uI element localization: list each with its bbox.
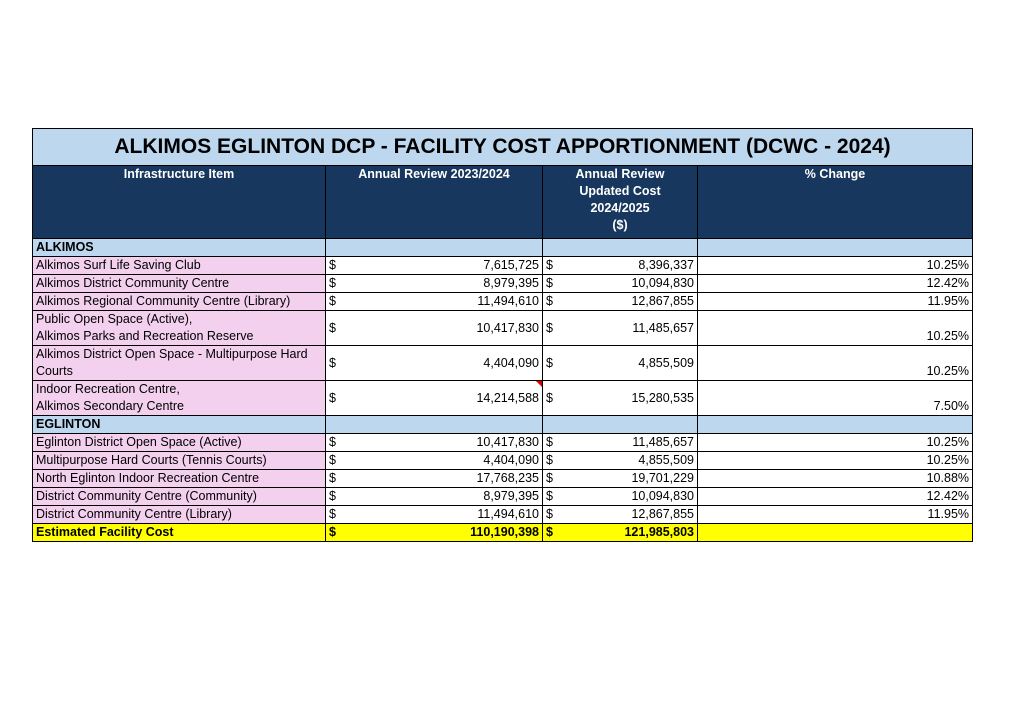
change-cell: 10.25% (698, 346, 973, 381)
item-line: Alkimos Parks and Recreation Reserve (36, 329, 254, 343)
column-header-curr-line: Updated Cost (579, 184, 661, 198)
currency-symbol: $ (329, 390, 336, 405)
amount-cell (543, 452, 698, 470)
table-row (33, 470, 973, 488)
amount-wrap (329, 434, 539, 451)
table-row (33, 311, 973, 346)
amount-wrap (329, 275, 539, 292)
change-cell: 11.95% (698, 506, 973, 524)
section-filler (543, 239, 698, 257)
currency-symbol: $ (329, 294, 336, 308)
change-cell: 7.50% (698, 381, 973, 416)
amount-value: 12,867,855 (631, 294, 694, 308)
amount-cell (326, 293, 543, 311)
currency-symbol: $ (546, 276, 553, 290)
currency-symbol: $ (329, 453, 336, 467)
amount-wrap (546, 320, 694, 337)
amount-value: 11,494,610 (477, 507, 539, 521)
currency-symbol: $ (546, 507, 553, 521)
total-change-cell (698, 524, 973, 542)
amount-value: 4,855,509 (638, 355, 694, 370)
table-row (33, 346, 973, 381)
item-line: Courts (36, 364, 73, 378)
amount-wrap (329, 390, 539, 407)
amount-wrap (329, 506, 539, 523)
item-cell (33, 434, 326, 452)
table-row (33, 293, 973, 311)
sheet-title: ALKIMOS EGLINTON DCP - FACILITY COST APPORTIONMENT (DCWC - 2024) (33, 129, 973, 166)
currency-symbol: $ (546, 489, 553, 503)
section-row (33, 239, 973, 257)
table-row (33, 257, 973, 275)
change-cell: 10.25% (698, 257, 973, 275)
amount-value: 8,979,395 (483, 276, 539, 290)
amount-cell (326, 346, 543, 381)
item-line: Multipurpose Hard Courts (Tennis Courts) (36, 453, 267, 467)
amount-wrap (329, 293, 539, 310)
currency-symbol: $ (329, 471, 336, 485)
item-line: Alkimos District Community Centre (36, 276, 230, 290)
column-header-change: % Change (698, 166, 973, 239)
change-cell: 10.25% (698, 452, 973, 470)
amount-wrap (546, 434, 694, 451)
table-row (33, 452, 973, 470)
amount-value: 14,214,588 (476, 390, 539, 405)
facility-cost-table (32, 128, 973, 542)
change-cell: 12.42% (698, 488, 973, 506)
amount-value: 11,485,657 (632, 320, 694, 335)
currency-symbol: $ (329, 320, 336, 335)
item-line: District Community Centre (Library) (36, 507, 232, 521)
section-filler (543, 416, 698, 434)
amount-cell (543, 488, 698, 506)
column-header-curr (543, 166, 698, 239)
item-line: Alkimos Secondary Centre (36, 399, 184, 413)
currency-symbol: $ (546, 471, 553, 485)
section-filler (326, 416, 543, 434)
currency-symbol: $ (329, 258, 336, 272)
item-cell (33, 275, 326, 293)
item-line: Alkimos Regional Community Centre (Library) (36, 294, 291, 308)
section-filler (698, 416, 973, 434)
amount-value: 110,190,398 (470, 525, 539, 539)
amount-value: 7,615,725 (483, 258, 539, 272)
currency-symbol: $ (329, 489, 336, 503)
currency-symbol: $ (546, 525, 553, 539)
currency-symbol: $ (329, 276, 336, 290)
amount-cell (543, 470, 698, 488)
amount-wrap (546, 470, 694, 487)
column-header-curr-line: Annual Review (575, 167, 665, 181)
amount-value: 10,417,830 (476, 320, 539, 335)
amount-cell (326, 434, 543, 452)
item-cell (33, 381, 326, 416)
change-cell: 10.25% (698, 434, 973, 452)
total-label: Estimated Facility Cost (33, 524, 326, 542)
amount-cell (326, 275, 543, 293)
item-cell (33, 257, 326, 275)
item-cell (33, 293, 326, 311)
amount-cell (543, 346, 698, 381)
currency-symbol: $ (329, 525, 336, 539)
amount-value: 17,768,235 (476, 471, 539, 485)
amount-value: 10,094,830 (631, 276, 694, 290)
amount-wrap (546, 257, 694, 274)
amount-wrap (329, 452, 539, 469)
amount-value: 4,855,509 (638, 453, 694, 467)
amount-cell (326, 257, 543, 275)
amount-value: 11,494,610 (477, 294, 539, 308)
amount-cell (543, 311, 698, 346)
currency-symbol: $ (546, 453, 553, 467)
item-cell (33, 470, 326, 488)
amount-wrap (329, 488, 539, 505)
currency-symbol: $ (329, 435, 336, 449)
column-header-item: Infrastructure Item (33, 166, 326, 239)
item-cell (33, 346, 326, 381)
item-line: Eglinton District Open Space (Active) (36, 435, 242, 449)
currency-symbol: $ (546, 390, 553, 405)
amount-wrap (329, 257, 539, 274)
currency-symbol: $ (546, 320, 553, 335)
amount-cell (543, 275, 698, 293)
table-row (33, 506, 973, 524)
currency-symbol: $ (546, 258, 553, 272)
amount-value: 12,867,855 (631, 507, 694, 521)
section-filler (326, 239, 543, 257)
table-row (33, 488, 973, 506)
item-line: Alkimos Surf Life Saving Club (36, 258, 201, 272)
amount-cell (543, 293, 698, 311)
change-cell: 10.25% (698, 311, 973, 346)
amount-wrap (546, 355, 694, 372)
amount-cell (326, 311, 543, 346)
amount-value: 4,404,090 (483, 453, 539, 467)
currency-symbol: $ (546, 355, 553, 370)
table-row (33, 434, 973, 452)
amount-value: 8,979,395 (483, 489, 539, 503)
item-cell (33, 311, 326, 346)
table-row (33, 275, 973, 293)
currency-symbol: $ (329, 507, 336, 521)
item-line: North Eglinton Indoor Recreation Centre (36, 471, 260, 485)
change-cell: 12.42% (698, 275, 973, 293)
amount-cell (543, 434, 698, 452)
currency-symbol: $ (546, 435, 553, 449)
currency-symbol: $ (329, 355, 336, 370)
section-row (33, 416, 973, 434)
item-line: Public Open Space (Active), (36, 312, 193, 326)
amount-wrap (329, 355, 539, 372)
amount-cell (543, 524, 698, 542)
amount-wrap (546, 506, 694, 523)
amount-wrap (546, 275, 694, 292)
amount-cell (326, 452, 543, 470)
change-cell: 11.95% (698, 293, 973, 311)
comment-indicator-icon[interactable] (536, 381, 542, 387)
amount-cell (326, 470, 543, 488)
amount-value: 11,485,657 (632, 435, 694, 449)
item-line: Indoor Recreation Centre, (36, 382, 180, 396)
amount-cell (326, 381, 543, 416)
amount-cell (543, 381, 698, 416)
amount-wrap (329, 470, 539, 487)
amount-wrap (329, 320, 539, 337)
amount-value: 15,280,535 (631, 390, 694, 405)
column-header-curr-line: 2024/2025 (590, 201, 650, 215)
amount-wrap (546, 293, 694, 310)
currency-symbol: $ (546, 294, 553, 308)
amount-wrap (546, 452, 694, 469)
column-header-curr-line: ($) (612, 218, 628, 232)
section-label: EGLINTON (33, 416, 326, 434)
table-row (33, 381, 973, 416)
amount-value: 10,094,830 (631, 489, 694, 503)
table-body (33, 239, 973, 542)
amount-wrap (546, 390, 694, 407)
amount-value: 4,404,090 (483, 355, 539, 370)
column-header-prev: Annual Review 2023/2024 (326, 166, 543, 239)
section-filler (698, 239, 973, 257)
change-cell: 10.88% (698, 470, 973, 488)
item-line: Alkimos District Open Space - Multipurpose Hard (36, 347, 308, 361)
amount-wrap (546, 524, 694, 541)
amount-wrap (329, 524, 539, 541)
amount-value: 8,396,337 (638, 258, 694, 272)
amount-cell (326, 488, 543, 506)
amount-cell (326, 524, 543, 542)
amount-cell (326, 506, 543, 524)
amount-value: 19,701,229 (631, 471, 694, 485)
item-cell (33, 488, 326, 506)
item-cell (33, 452, 326, 470)
section-label: ALKIMOS (33, 239, 326, 257)
amount-value: 121,985,803 (624, 525, 694, 539)
item-line: District Community Centre (Community) (36, 489, 257, 503)
total-row (33, 524, 973, 542)
amount-wrap (546, 488, 694, 505)
amount-value: 10,417,830 (476, 435, 539, 449)
item-cell (33, 506, 326, 524)
amount-cell (543, 506, 698, 524)
amount-cell (543, 257, 698, 275)
